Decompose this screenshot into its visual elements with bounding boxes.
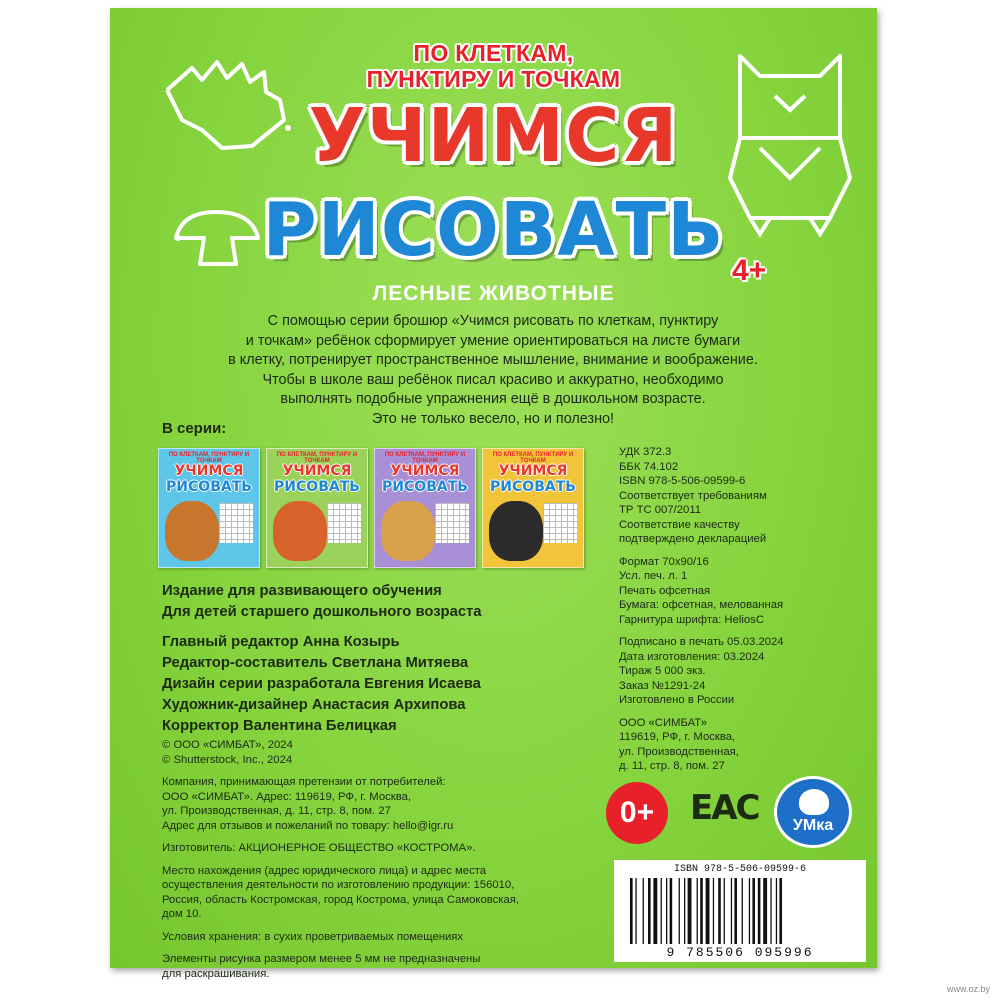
tech-line: Гарнитура шрифта: HeliosC [619, 613, 764, 626]
staff-line: Дизайн серии разработала Евгения Исаева [162, 676, 481, 692]
tech-line: подтверждено декларацией [619, 533, 767, 545]
age-rating-mark: 0+ [606, 782, 668, 844]
description-line: Это не только весело, но и полезно! [371, 410, 615, 427]
eac-mark: EAC [690, 788, 759, 828]
barcode-bar [779, 878, 782, 944]
tech-line: д. 11, стр. 8, пом. 27 [619, 760, 725, 772]
barcode-bar [688, 878, 692, 944]
series-subtitle-line: ПО КЛЕТКАМ, [413, 40, 574, 66]
giraffe-icon [381, 501, 435, 561]
technical-info [619, 445, 869, 774]
tech-line: 119619, РФ, г. Москва, [619, 731, 736, 743]
panda-icon [489, 501, 543, 561]
description-line: выполнять подобные упражнения ещё в дошкольном возрасте. [280, 391, 706, 407]
barcode-bar [752, 878, 755, 944]
description-line: С помощью серии брошюр «Учимся рисовать по клеткам, пунктиру [267, 313, 719, 329]
barcode-bars-icon [628, 878, 852, 944]
storage-line: Условия хранения: в сухих проветриваемых помещениях [162, 930, 464, 943]
tech-line: ТР ТС 007/2011 [619, 504, 702, 516]
purpose-line: Для детей старшего дошкольного возраста [162, 604, 482, 620]
location-line: осуществления деятельности по изготовлению продукции: 156010, [162, 879, 515, 891]
legal-info [162, 738, 622, 981]
tech-line: ISBN 978-5-506-09599-6 [619, 475, 746, 487]
barcode-bar [653, 878, 657, 944]
barcode-bar [684, 878, 685, 944]
age-badge: 4+ [732, 254, 767, 287]
umka-logo [774, 776, 852, 848]
grid-exercise-icon [219, 503, 253, 543]
series-heading: В серии: [162, 420, 227, 437]
squirrel-icon [273, 501, 327, 561]
thumb-title-line2: РИСОВАТЬ [382, 479, 468, 495]
certification-logos [606, 776, 866, 848]
credits [162, 581, 482, 737]
claims-line: Адрес для отзывов и пожеланий по товару: hello@igr.ru [162, 819, 454, 832]
barcode-bar [697, 878, 698, 944]
grid-exercise-icon [543, 503, 577, 543]
tech-line: УДК 372.3 [619, 446, 672, 458]
thumb-series-subtitle: ПО КЛЕТКАМ, ПУНКТИРУ И ТОЧКАМ [276, 452, 358, 464]
tech-line: Бумага: офсетная, мелованная [619, 599, 784, 611]
barcode-bar [661, 878, 662, 944]
barcode-bar [776, 878, 777, 944]
copyright-line: © Shutterstock, Inc., 2024 [162, 753, 293, 766]
tech-line: Усл. печ. л. 1 [619, 570, 688, 582]
barcode-bar [758, 878, 761, 944]
barcode-bar [635, 878, 636, 944]
tech-line: ООО «СИМБАТ» [619, 716, 707, 729]
series-book-thumbnail [158, 448, 260, 568]
description [168, 312, 818, 429]
brand-name: УМка [792, 817, 834, 834]
puppy-icon [165, 501, 219, 561]
tech-line: Соответствует требованиям [619, 489, 767, 502]
tech-line: Дата изготовления: 03.2024 [619, 650, 765, 663]
tech-line: Изготовлено в России [619, 694, 735, 706]
barcode-bar [643, 878, 644, 944]
thumb-title-line2: РИСОВАТЬ [274, 479, 360, 495]
thumb-title-line2: РИСОВАТЬ [490, 479, 576, 495]
barcode-bar [770, 878, 771, 944]
barcode-bar [666, 878, 667, 944]
barcode-bar [724, 878, 725, 944]
thumb-series-subtitle: ПО КЛЕТКАМ, ПУНКТИРУ И ТОЧКАМ [384, 452, 466, 464]
location-line: Россия, область Костромская, город Кострома, улица Самоковская, [162, 893, 520, 906]
barcode-bar [630, 878, 633, 944]
barcode-bar [742, 878, 743, 944]
barcode-bar [718, 878, 721, 944]
tech-line: ББК 74.102 [619, 460, 679, 473]
tech-line: ул. Производственная, [619, 745, 739, 758]
staff-line: Главный редактор Анна Козырь [162, 634, 400, 650]
claims-line: Компания, принимающая претензии от потребителей: [162, 776, 446, 788]
tech-line: Соответствие качеству [619, 518, 740, 531]
barcode-bar [713, 878, 714, 944]
series-thumbnails [158, 448, 588, 570]
barcode [614, 860, 866, 962]
barcode-bar [679, 878, 680, 944]
watermark: www.oz.by [946, 984, 990, 994]
location-line: Место нахождения (адрес юридического лица) и адрес места [162, 864, 487, 877]
barcode-bar [749, 878, 750, 944]
book-back-cover [110, 8, 877, 980]
barcode-isbn: ISBN 978-5-506-09599-6 [673, 864, 807, 875]
grid-exercise-icon [327, 503, 361, 543]
note-line: для раскрашивания. [162, 967, 270, 980]
barcode-bar [670, 878, 673, 944]
claims-line: ООО «СИМБАТ». Адрес: 119619, РФ, г. Москва, [162, 790, 412, 803]
staff-line: Редактор-составитель Светлана Митяева [162, 655, 469, 671]
note-line: Элементы рисунка размером менее 5 мм не предназначены [162, 953, 481, 965]
series-subtitle [110, 40, 877, 92]
barcode-bar [731, 878, 732, 944]
polar-bear-icon [799, 789, 829, 815]
copyright-line: © ООО «СИМБАТ», 2024 [162, 739, 293, 751]
barcode-bar [763, 878, 767, 944]
manufacturer-line: Изготовитель: АКЦИОНЕРНОЕ ОБЩЕСТВО «КОСТРОМА». [162, 842, 476, 854]
book-title-line1: УЧИМСЯ [308, 93, 679, 179]
tech-line: Заказ №1291-24 [619, 679, 706, 692]
barcode-bar [700, 878, 703, 944]
thumb-series-subtitle: ПО КЛЕТКАМ, ПУНКТИРУ И ТОЧКАМ [492, 452, 574, 464]
tech-line: Формат 70х90/16 [619, 555, 709, 568]
barcode-digits: 9 785506 095996 [666, 945, 814, 960]
series-book-thumbnail [374, 448, 476, 568]
thumb-title-line2: РИСОВАТЬ [166, 479, 252, 495]
barcode-bar [706, 878, 710, 944]
series-subtitle-line: ПУНКТИРУ И ТОЧКАМ [366, 66, 621, 92]
description-line: Чтобы в школе ваш ребёнок писал красиво и аккуратно, необходимо [262, 371, 724, 388]
location-line: дом 10. [162, 908, 202, 920]
series-book-thumbnail [482, 448, 584, 568]
thumb-title-line1: УЧИМСЯ [174, 463, 244, 479]
staff-line: Корректор Валентина Белицкая [162, 718, 397, 734]
book-subtitle: ЛЕСНЫЕ ЖИВОТНЫЕ [372, 282, 615, 305]
thumb-series-subtitle: ПО КЛЕТКАМ, ПУНКТИРУ И ТОЧКАМ [168, 452, 250, 464]
series-book-thumbnail [266, 448, 368, 568]
thumb-title-line1: УЧИМСЯ [282, 463, 352, 479]
thumb-title-line1: УЧИМСЯ [498, 463, 568, 479]
book-title-line2: РИСОВАТЬ [262, 187, 725, 273]
claims-line: ул. Производственная, д. 11, стр. 8, пом. 27 [162, 805, 391, 817]
thumb-title-line1: УЧИМСЯ [390, 463, 460, 479]
description-line: и точкам» ребёнок сформирует умение ориентироваться на листе бумаги [245, 332, 741, 349]
tech-line: Подписано в печать 05.03.2024 [619, 636, 784, 648]
tech-line: Тираж 5 000 экз. [619, 665, 706, 677]
barcode-bar [648, 878, 651, 944]
grid-exercise-icon [435, 503, 469, 543]
purpose-line: Издание для развивающего обучения [162, 583, 442, 599]
barcode-bar [734, 878, 737, 944]
tech-line: Печать офсетная [619, 584, 711, 597]
description-line: в клетку, потренирует пространственное мышление, внимание и воображение. [228, 352, 758, 368]
staff-line: Художник-дизайнер Анастасия Архипова [162, 697, 466, 713]
